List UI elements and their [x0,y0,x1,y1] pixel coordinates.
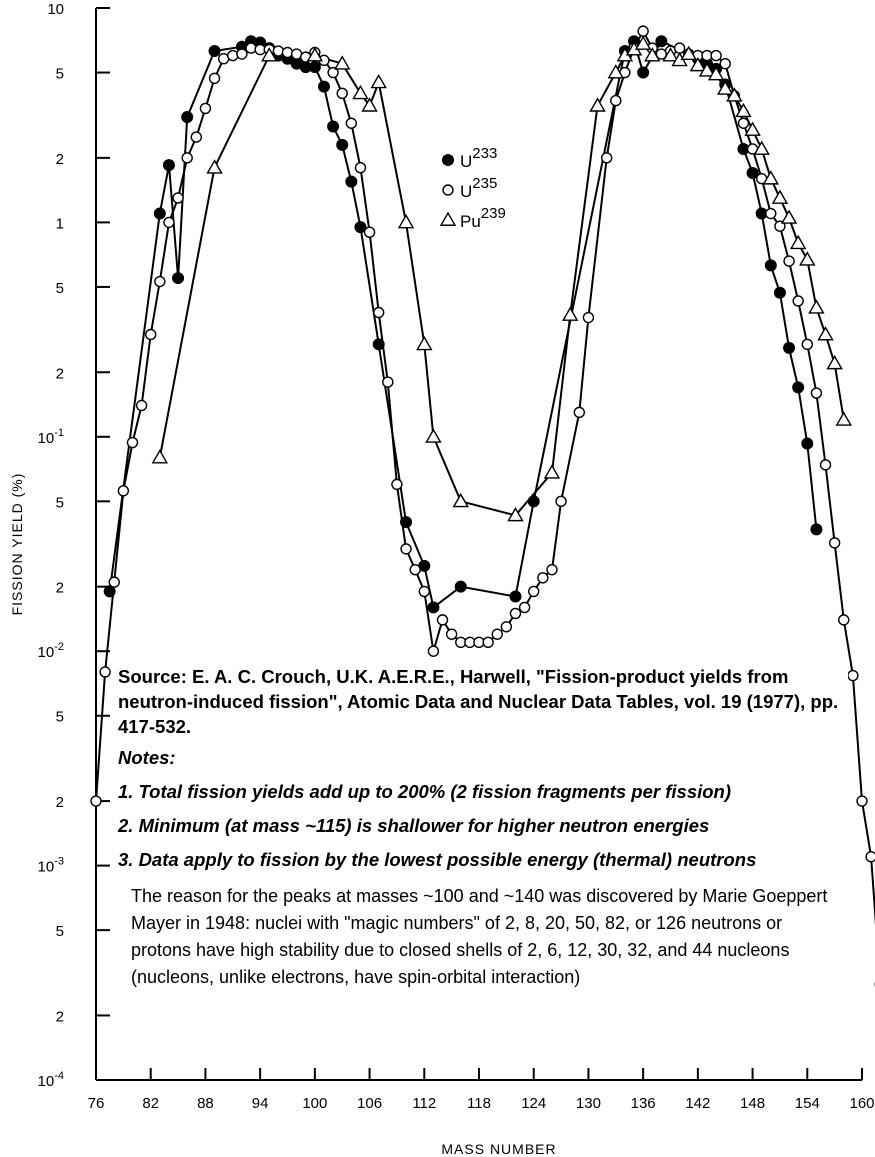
data-point-u233 [802,438,813,449]
data-point-u233 [346,176,357,187]
data-point-pu239 [828,356,842,368]
note-item-2: 2. Minimum (at mass ~115) is shallower for higher neutron energies [118,815,710,836]
x-tick-label: 94 [251,1095,269,1112]
data-point-pu239 [454,494,468,506]
data-point-u235 [611,96,621,106]
legend-label: Pu239 [460,205,506,231]
data-point-pu239 [153,451,167,463]
data-point-pu239 [819,328,833,340]
data-point-u235 [793,296,803,306]
chart-legend [441,145,506,231]
data-point-u235 [410,565,420,575]
y-tick-label: 2 [55,794,64,812]
data-point-u235 [210,73,220,83]
data-point-u235 [830,538,840,548]
y-tick-label: 5 [55,923,64,941]
data-point-u235 [866,852,875,862]
data-point-u235 [821,460,831,470]
note-item-1: 1. Total fission yields add up to 200% (2 fission fragments per fission) [118,781,732,802]
source-citation: Source: E. A. C. Crouch, U.K. A.E.R.E., Harwell, "Fission-product yields from neutron-induced fission", Atomic Data and Nuclear Data Tables, vol. 19 (1977), pp. 417-532. [118,666,839,737]
data-point-u235 [857,796,867,806]
y-tick-label: 5 [55,708,64,726]
legend-label: U233 [460,145,498,171]
y-tick-label: $10^{-3}$ [37,855,64,876]
data-point-u235 [447,629,457,639]
data-point-u233 [309,62,320,73]
data-point-pu239 [837,413,851,425]
data-point-u235 [346,118,356,128]
data-point-u235 [337,88,347,98]
data-point-u235 [200,103,210,113]
note-item-3: 3. Data apply to fission by the lowest possible energy (thermal) neutrons [118,849,757,870]
data-point-u233 [638,67,649,78]
data-point-pu239 [353,86,367,98]
data-point-u235 [583,313,593,323]
y-tick-label: 2 [55,150,64,168]
x-axis-title: MASS NUMBER [441,1141,557,1157]
legend-label: U235 [460,175,498,201]
x-tick-label: 160 [849,1095,875,1112]
x-tick-label: 100 [302,1095,328,1112]
x-tick-label: 124 [521,1095,547,1112]
data-point-u235 [766,209,776,219]
data-point-u233 [154,208,165,219]
notes-heading: Notes: [118,747,176,768]
data-point-u235 [492,629,502,639]
legend-marker-open-triangle [441,213,455,225]
x-tick-label: 106 [357,1095,383,1112]
data-point-u235 [738,118,748,128]
legend-marker-open-circle [443,185,453,195]
y-tick-label: 2 [55,1008,64,1026]
magic-numbers-paragraph: The reason for the peaks at masses ~100 and ~140 was discovered by Marie Goeppert Mayer in 1948: nuclei with "magic numbers" of 2, 8, 20, 50, 82, or 126 neutrons or protons have high stability due to closed shells of 2, 6, 12, 30, 32, and 44 nucleons (nucleons, unlike electrons, have spin-orbital interaction) [131,886,828,987]
y-tick-label: $10^{-4}$ [37,1070,64,1090]
data-point-u233 [455,581,466,592]
data-point-u235 [538,573,548,583]
data-point-u235 [355,163,365,173]
data-point-u233 [182,112,193,123]
data-point-u235 [118,486,128,496]
data-point-pu239 [208,161,222,173]
data-point-u235 [556,496,566,506]
data-point-pu239 [791,236,805,248]
data-point-u235 [602,153,612,163]
series-line-u233 [110,41,817,607]
data-point-u235 [510,608,520,618]
y-tick-label: $10^{-2}$ [37,641,64,662]
data-point-u235 [529,586,539,596]
data-point-pu239 [773,191,787,203]
data-point-u233 [163,160,174,171]
data-point-u233 [328,121,339,132]
data-point-u235 [574,407,584,417]
data-point-u235 [547,565,557,575]
x-tick-label: 76 [87,1095,105,1112]
data-point-u235 [164,217,174,227]
data-point-u235 [711,51,721,61]
data-point-u233 [510,591,521,602]
data-point-u233 [209,46,220,57]
data-point-u235 [155,277,165,287]
data-point-pu239 [372,75,386,87]
y-tick-label: 1 [55,215,64,233]
data-point-u233 [373,339,384,350]
data-point-pu239 [545,466,559,478]
data-point-u235 [784,256,794,266]
y-tick-label: 5 [55,65,64,83]
y-tick-label: 5 [55,494,64,512]
data-point-u235 [273,46,283,56]
data-point-u235 [365,227,375,237]
data-point-u235 [428,646,438,656]
data-point-u235 [401,544,411,554]
data-point-u235 [109,577,119,587]
data-point-u235 [802,339,812,349]
x-tick-label: 82 [142,1095,160,1112]
data-point-u233 [401,517,412,528]
data-point-pu239 [426,430,440,442]
data-point-u235 [675,43,685,53]
data-point-u235 [237,49,247,59]
data-point-u233 [793,382,804,393]
data-point-u233 [337,139,348,150]
data-point-u235 [127,438,137,448]
data-point-u235 [501,622,511,632]
data-point-pu239 [591,99,605,111]
data-point-u235 [374,307,384,317]
data-point-pu239 [417,337,431,349]
data-point-u235 [720,59,730,69]
y-tick-label: 5 [55,279,64,297]
x-tick-label: 148 [740,1095,766,1112]
data-point-u233 [784,342,795,353]
data-point-u235 [419,586,429,596]
data-point-pu239 [399,215,413,227]
data-point-u233 [173,273,184,284]
data-point-u235 [283,48,293,58]
x-tick-label: 130 [575,1095,601,1112]
data-point-u233 [774,287,785,298]
data-point-u233 [528,496,539,507]
data-point-u235 [173,193,183,203]
data-point-u235 [191,132,201,142]
data-point-u235 [638,26,648,36]
data-point-u233 [656,36,667,47]
data-point-u235 [182,153,192,163]
notes-box [118,664,848,991]
data-point-u233 [765,260,776,271]
data-point-pu239 [782,211,796,223]
x-tick-label: 112 [412,1095,437,1112]
data-point-u235 [811,388,821,398]
data-point-pu239 [809,301,823,313]
data-point-u235 [392,479,402,489]
y-tick-label: $10^{-1}$ [37,426,64,447]
data-point-u233 [318,81,329,92]
data-point-u235 [246,43,256,53]
x-tick-label: 88 [197,1095,214,1112]
legend-marker-filled-circle [443,155,454,166]
data-point-u233 [428,602,439,613]
data-point-pu239 [563,308,577,320]
x-tick-label: 154 [794,1095,820,1112]
data-point-u233 [811,524,822,535]
data-point-u235 [137,400,147,410]
data-point-pu239 [800,253,814,265]
data-point-u235 [146,330,156,340]
data-point-u235 [848,671,858,681]
data-point-u235 [228,51,238,61]
x-tick-label: 136 [630,1095,656,1112]
x-tick-label: 142 [685,1095,711,1112]
y-tick-label: 2 [55,365,64,383]
data-point-u235 [438,615,448,625]
y-tick-label: 10 [47,1,64,18]
data-point-u235 [91,796,101,806]
x-tick-label: 118 [467,1095,491,1112]
data-point-u235 [100,667,110,677]
y-tick-label: 2 [55,579,64,597]
data-point-u235 [483,637,493,647]
data-point-u235 [520,602,530,612]
y-axis-title: FISSION YIELD (%) [9,472,25,616]
data-point-u235 [383,377,393,387]
data-point-u235 [839,615,849,625]
